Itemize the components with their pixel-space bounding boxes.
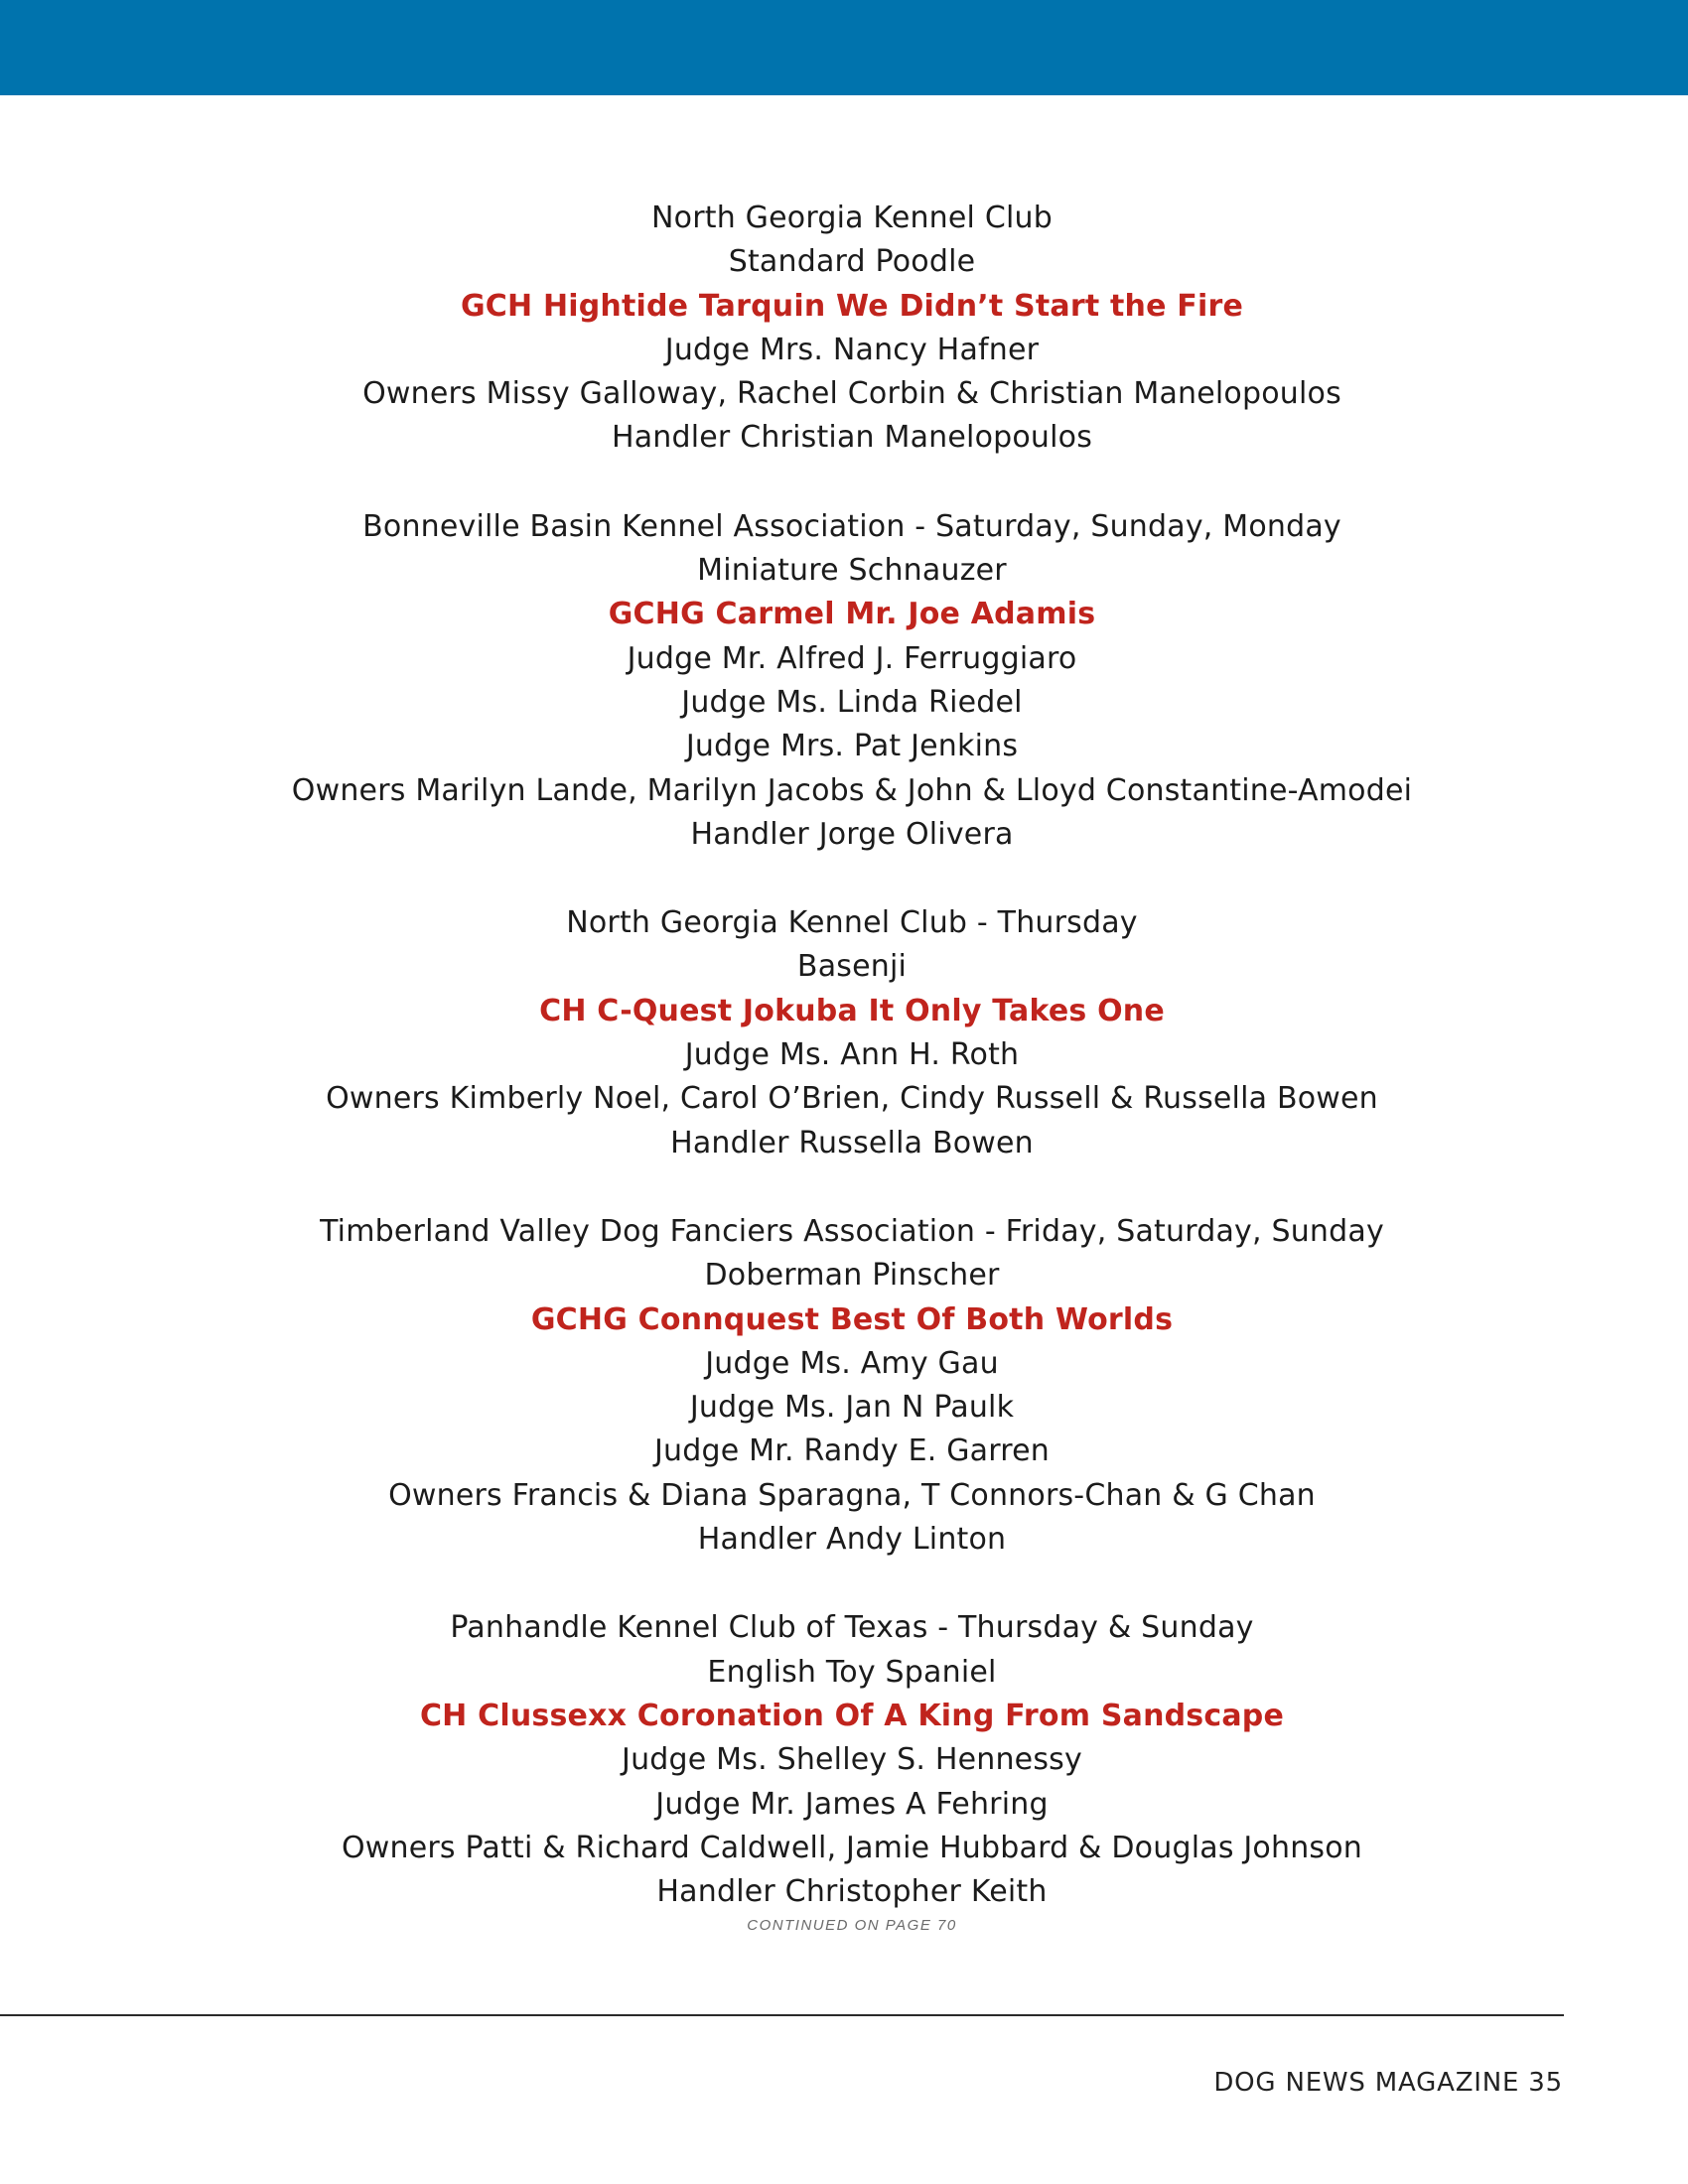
- judge-line: Judge Mr. James A Fehring: [655, 1786, 1049, 1822]
- club-name: North Georgia Kennel Club: [651, 201, 1053, 235]
- breed-name: Basenji: [796, 949, 908, 985]
- dog-name: GCHG Carmel Mr. Joe Adamis: [608, 597, 1096, 632]
- club-name: Timberland Valley Dog Fanciers Association - Friday, Saturday, Sunday: [320, 1213, 1384, 1249]
- page-footer-label: DOG NEWS MAGAZINE 35: [1213, 2068, 1563, 2098]
- owners-line: Owners Kimberly Noel, Carol O’Brien, Cindy Russell & Russella Bowen: [326, 1081, 1378, 1117]
- result-entry: [0, 901, 1688, 1165]
- results-list: [0, 197, 1688, 1936]
- handler-line: Handler Jorge Olivera: [690, 816, 1014, 852]
- owners-line: Owners Patti & Richard Caldwell, Jamie Hubbard & Douglas Johnson: [341, 1830, 1363, 1865]
- header-bar: [0, 0, 1688, 95]
- result-entry: [0, 197, 1688, 461]
- dog-name: GCHG Connquest Best Of Both Worlds: [530, 1301, 1174, 1337]
- handler-line: Handler Christian Manelopoulos: [611, 420, 1093, 456]
- breed-name: English Toy Spaniel: [707, 1654, 997, 1690]
- dog-name: GCH Hightide Tarquin We Didn’t Start the Fire: [460, 288, 1244, 324]
- handler-line: Handler Andy Linton: [697, 1522, 1007, 1558]
- continued-note: CONTINUED ON PAGE 70: [747, 1917, 957, 1935]
- judge-line: Judge Ms. Ann H. Roth: [684, 1037, 1020, 1073]
- judge-line: Judge Mr. Randy E. Garren: [653, 1433, 1050, 1469]
- breed-name: Miniature Schnauzer: [697, 553, 1007, 589]
- club-name: North Georgia Kennel Club - Thursday: [566, 905, 1138, 941]
- handler-line: Handler Christopher Keith: [656, 1874, 1048, 1910]
- dog-name: CH C-Quest Jokuba It Only Takes One: [539, 993, 1165, 1028]
- result-entry: [0, 1210, 1688, 1562]
- dog-name: CH Clussexx Coronation Of A King From Sandscape: [419, 1698, 1285, 1733]
- judge-line: Judge Ms. Linda Riedel: [681, 684, 1023, 720]
- judge-line: Judge Mrs. Nancy Hafner: [664, 332, 1040, 367]
- judge-line: Judge Ms. Shelley S. Hennessy: [622, 1742, 1082, 1778]
- result-entry: [0, 1606, 1688, 1914]
- owners-line: Owners Francis & Diana Sparagna, T Connors-Chan & G Chan: [388, 1477, 1316, 1513]
- result-entry: [0, 505, 1688, 857]
- handler-line: Handler Russella Bowen: [670, 1125, 1034, 1160]
- owners-line: Owners Marilyn Lande, Marilyn Jacobs & John & Lloyd Constantine-Amodei: [291, 772, 1413, 808]
- breed-name: Doberman Pinscher: [704, 1258, 1000, 1294]
- judge-line: Judge Mrs. Pat Jenkins: [685, 729, 1019, 764]
- judge-line: Judge Ms. Amy Gau: [705, 1345, 999, 1381]
- club-name: Panhandle Kennel Club of Texas - Thursday & Sunday: [450, 1610, 1254, 1646]
- judge-line: Judge Mr. Alfred J. Ferruggiaro: [627, 640, 1077, 676]
- owners-line: Owners Missy Galloway, Rachel Corbin & Christian Manelopoulos: [362, 376, 1341, 412]
- judge-line: Judge Ms. Jan N Paulk: [689, 1390, 1015, 1426]
- breed-name: Standard Poodle: [728, 244, 976, 280]
- footer-divider: [0, 2014, 1564, 2016]
- club-name: Bonneville Basin Kennel Association - Saturday, Sunday, Monday: [362, 508, 1341, 544]
